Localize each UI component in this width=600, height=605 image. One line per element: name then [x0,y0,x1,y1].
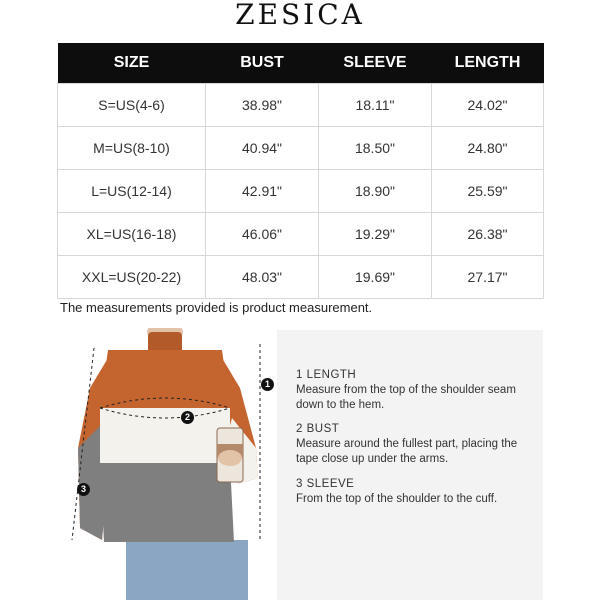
cell-length: 26.38" [432,213,544,256]
measurement-note: The measurements provided is product measurement. [60,300,373,315]
table-row [58,127,544,170]
instruction-title: 3 SLEEVE [296,478,355,490]
sweater-stripe-cream [100,408,230,463]
cell-sleeve: 18.50" [319,127,432,170]
header-size: SIZE [58,43,206,84]
header-length: LENGTH [432,43,544,84]
table-row [58,170,544,213]
cell-bust: 40.94" [206,127,319,170]
table-row [58,84,544,127]
cell-sleeve: 19.29" [319,213,432,256]
sweater-illustration [60,328,280,600]
marker-sleeve: 3 [77,483,90,496]
size-chart-table [57,43,544,299]
sweater-stripe-gray [100,463,234,542]
cell-sleeve: 18.11" [319,84,432,127]
cell-sleeve: 19.69" [319,256,432,299]
cell-bust: 38.98" [206,84,319,127]
cell-length: 25.59" [432,170,544,213]
sweater-stripe-rust [100,350,230,408]
cell-sleeve: 18.90" [319,170,432,213]
cell-size: XL=US(16-18) [58,213,206,256]
cell-size: M=US(8-10) [58,127,206,170]
instruction-text: Measure around the fullest part, placing the tape close up under the arms. [296,438,518,465]
instruction-title: 1 LENGTH [296,369,357,381]
brand-logo: ZESICA [235,0,365,31]
cell-size: XXL=US(20-22) [58,256,206,299]
header-sleeve: SLEEVE [319,43,432,84]
instruction-bust [296,422,531,467]
table-header-row [58,43,544,84]
marker-bust: 2 [181,411,194,424]
cell-bust: 48.03" [206,256,319,299]
table-row [58,213,544,256]
cell-size: L=US(12-14) [58,170,206,213]
cell-bust: 46.06" [206,213,319,256]
instruction-text: Measure from the top of the shoulder seam down to the hem. [296,384,516,411]
cell-length: 27.17" [432,256,544,299]
marker-length: 1 [261,378,274,391]
hand [218,450,242,466]
instruction-title: 2 BUST [296,423,340,435]
measurement-instructions-panel [277,330,543,600]
cell-bust: 42.91" [206,170,319,213]
instruction-sleeve [296,477,531,507]
instruction-length [296,368,531,413]
header-bust: BUST [206,43,319,84]
instruction-text: From the top of the shoulder to the cuff. [296,493,498,505]
cell-size: S=US(4-6) [58,84,206,127]
table-row [58,256,544,299]
cell-length: 24.02" [432,84,544,127]
cell-length: 24.80" [432,127,544,170]
sweater-figure [60,328,280,600]
jeans [126,540,248,600]
